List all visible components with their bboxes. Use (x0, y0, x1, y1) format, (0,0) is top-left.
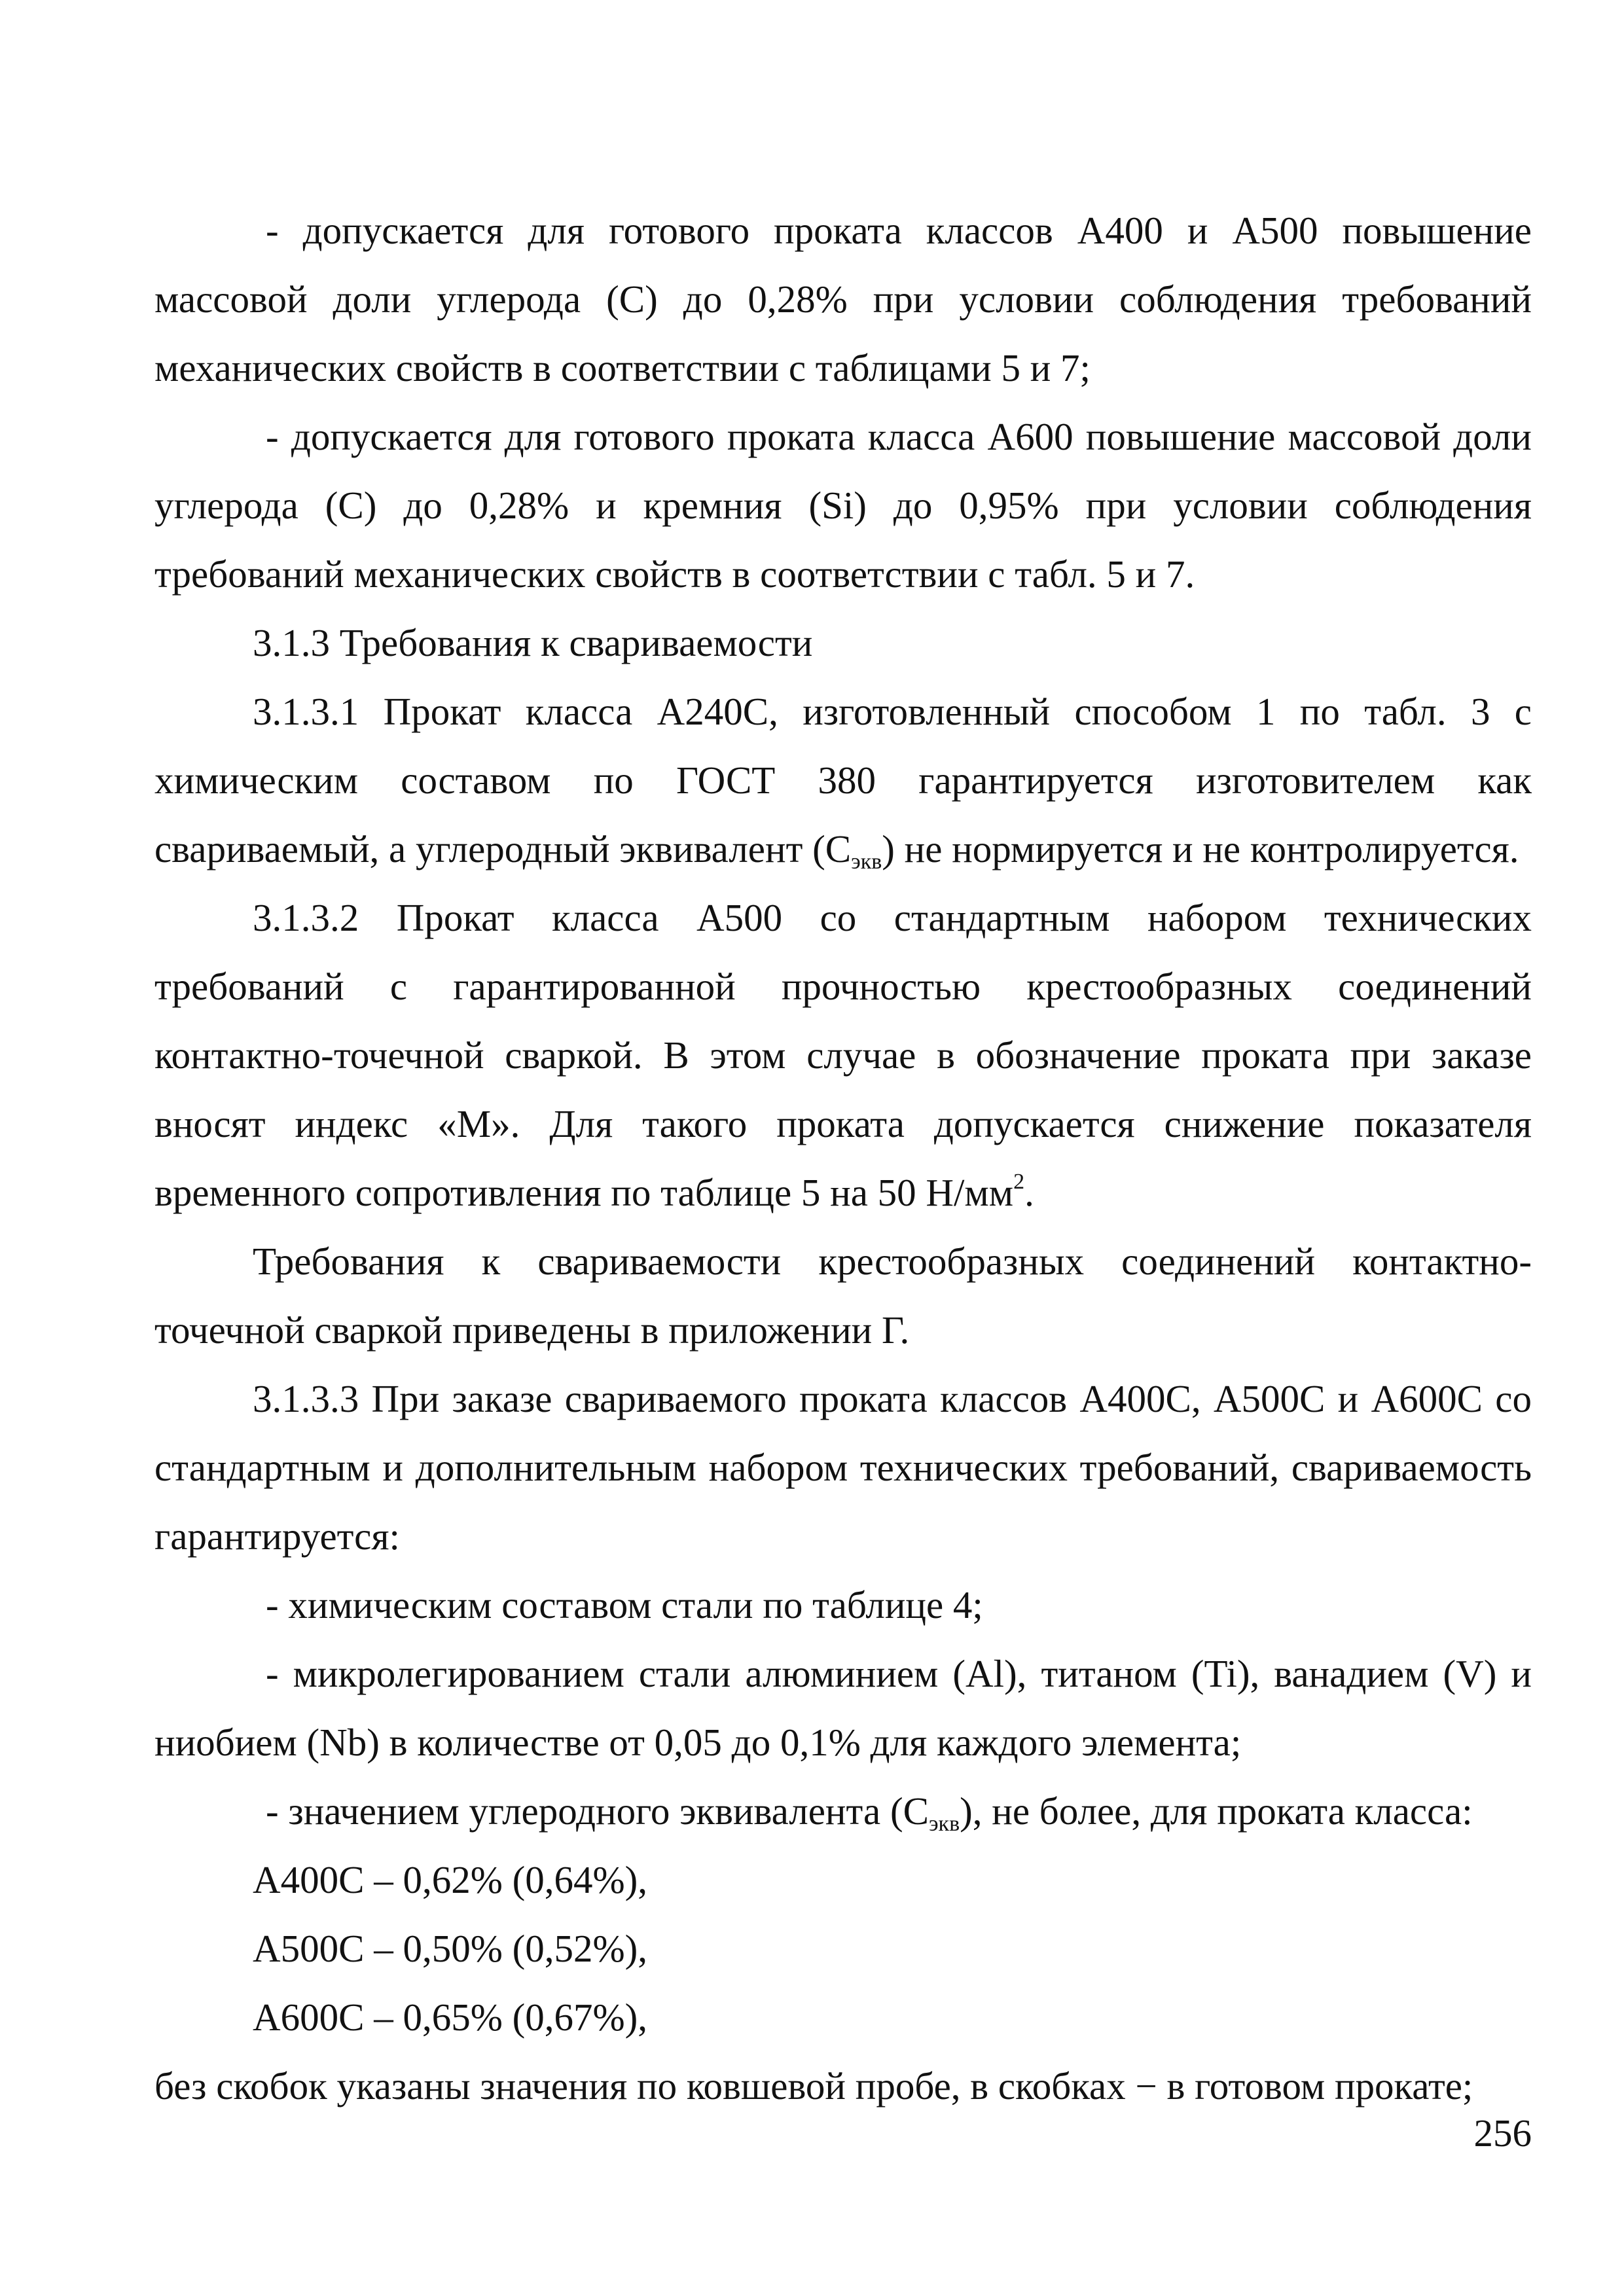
paragraph-brackets-note (154, 2052, 1532, 2121)
paragraph-text: 3.1.3.2 Прокат класса А500 со стандартным набором технических требований с гарантированной прочностью крестообразных соединений контактно-точечной сваркой. В этом случае в обозначение проката при заказе вносят индекс «М». Для такого проката допускается снижение показателя временного сопротивления по таблице 5 на 50 Н/мм (154, 896, 1532, 1214)
paragraph-text: - допускается для готового проката класса А600 повышение массовой доли углерода (С) до 0,28% и кремния (Si) до 0,95% при условии соблюдения требований механических свойств в соответствии с табл. 5 и 7. (154, 415, 1532, 596)
value-a500c (154, 1914, 1532, 1983)
paragraph-text: 3.1.3.3 При заказе свариваемого проката классов А400С, А500С и А600С со стандартным и дополнительным набором технических требований, свариваемость гарантируется: (154, 1377, 1532, 1558)
value-a400c (154, 1846, 1532, 1914)
paragraph-a600-carbon-silicon (154, 403, 1532, 609)
paragraph-text: - допускается для готового проката классов А400 и А500 повышение массовой доли углерода (С) до 0,28% при условии соблюдения требований механических свойств в соответствии с таблицами 5 и 7; (154, 209, 1532, 389)
list-item-text: - химическим составом стали по таблице 4; (266, 1583, 983, 1626)
subscript-ekv: экв (928, 1812, 960, 1836)
section-heading-3-1-3 (154, 609, 1532, 677)
heading-text: 3.1.3 Требования к свариваемости (253, 621, 813, 664)
paragraph-3-1-3-1 (154, 677, 1532, 884)
paragraph-text: 3.1.3.1 Прокат класса А240С, изготовленный способом 1 по табл. 3 с химическим составом по ГОСТ 380 гарантируется изготовителем как свариваемый, а углеродный эквивалент (С (154, 690, 1532, 870)
page-number: 256 (1473, 2111, 1532, 2155)
list-item-microalloying (154, 1640, 1532, 1777)
list-item-text: ), не более, для проката класса: (960, 1789, 1473, 1833)
paragraph-text: ) не нормируется и не контролируется. (882, 827, 1519, 870)
value-text: А500С – 0,50% (0,52%), (253, 1927, 648, 1970)
paragraph-3-1-3-2 (154, 884, 1532, 1227)
list-item-chemical-composition (154, 1571, 1532, 1640)
subscript-ekv: экв (851, 850, 882, 874)
value-text: А600С – 0,65% (0,67%), (253, 1996, 648, 2039)
paragraph-3-1-3-3 (154, 1365, 1532, 1571)
value-a600c (154, 1983, 1532, 2052)
paragraph-appendix-g (154, 1227, 1532, 1365)
body-text (154, 196, 1532, 2121)
paragraph-text: Требования к свариваемости крестообразных соединений контактно-точечной сваркой приведены в приложении Г. (154, 1240, 1532, 1352)
list-item-text: - микролегированием стали алюминием (Al), титаном (Ti), ванадием (V) и ниобием (Nb) в количестве от 0,05 до 0,1% для каждого элемента; (154, 1652, 1532, 1764)
list-item-carbon-equivalent (154, 1777, 1532, 1846)
list-item-text: - значением углеродного эквивалента (С (266, 1789, 929, 1833)
paragraph-text: без скобок указаны значения по ковшевой пробе, в скобках − в готовом прокате; (154, 2064, 1473, 2108)
paragraph-a400-a500-carbon (154, 196, 1532, 403)
value-text: А400С – 0,62% (0,64%), (253, 1858, 648, 1901)
superscript-2: 2 (1013, 1170, 1025, 1194)
paragraph-text: . (1024, 1171, 1034, 1214)
